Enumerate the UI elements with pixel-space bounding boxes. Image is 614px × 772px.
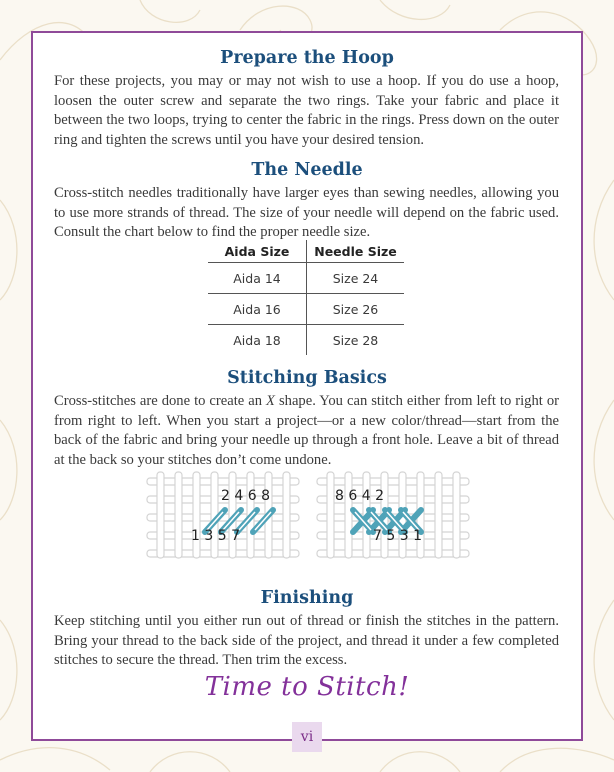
stitch-labels-top: 2 4 6 8 xyxy=(221,488,270,504)
table-row xyxy=(208,325,404,356)
weave-grid-icon xyxy=(313,470,473,560)
heading-stitching-basics: Stitching Basics xyxy=(227,368,387,388)
cell-aida: Aida 14 xyxy=(208,263,307,294)
para-needle: Cross-stitch needles traditionally have larger eyes than sewing needles, allowing you to use more strands of thread. The size of your needle will depend on the fabric used. Consult the chart below to find the proper needle size. xyxy=(54,185,559,240)
cell-aida: Aida 18 xyxy=(208,325,307,356)
heading-finishing: Finishing xyxy=(260,588,354,608)
heading-needle: The Needle xyxy=(251,160,363,180)
para-finishing: Keep stitching until you either run out of thread or finish the stitches in the pattern. Bring your thread to the back side of the project, and thread it under a few completed stitches to secure the thread. Then trim the excess. xyxy=(54,613,559,668)
page-number: vi xyxy=(292,722,322,752)
stitch-labels-bottom: 7 5 3 1 xyxy=(373,528,422,544)
header-aida-size: Aida Size xyxy=(208,240,307,263)
closing-tagline: Time to Stitch! xyxy=(204,672,410,702)
cell-needle: Size 28 xyxy=(332,332,379,348)
para-stitching-basics xyxy=(54,392,559,470)
header-needle-size: Needle Size xyxy=(307,240,405,263)
cell-aida: Aida 16 xyxy=(208,294,307,325)
needle-size-table xyxy=(208,240,404,355)
text-x-emphasis: X xyxy=(266,393,275,409)
stitch-labels-top: 8 6 4 2 xyxy=(335,488,384,504)
weave-grid-icon xyxy=(143,470,303,560)
table-row xyxy=(208,263,404,294)
text-segment: Cross-stitches are done to create an xyxy=(54,393,267,409)
stitch-labels-bottom: 1 3 5 7 xyxy=(191,528,240,544)
heading-prepare-hoop: Prepare the Hoop xyxy=(220,48,394,68)
table-row xyxy=(208,294,404,325)
diagram-left-to-right xyxy=(143,470,303,560)
para-prepare-hoop: For these projects, you may or may not wish to use a hoop. If you do use a hoop, loosen the outer screw and separate the two rings. Take your fabric and place it between the two loops, trying to center the fabric in the rings. Press down on the outer ring and tighten the screws until you have your desired tension. xyxy=(54,73,559,148)
diagram-right-to-left xyxy=(313,470,473,560)
cell-needle: Size 24 xyxy=(307,263,405,294)
text-segment: shape. You can stitch either from left to right or from right to left. When you start a project—or a new color/thread—start from the back of the fabric and bring your needle up through a front hole. Leave a bit of thread at the back so your stitches don’t come undone. xyxy=(54,393,559,468)
cell-needle: Size 26 xyxy=(307,294,405,325)
